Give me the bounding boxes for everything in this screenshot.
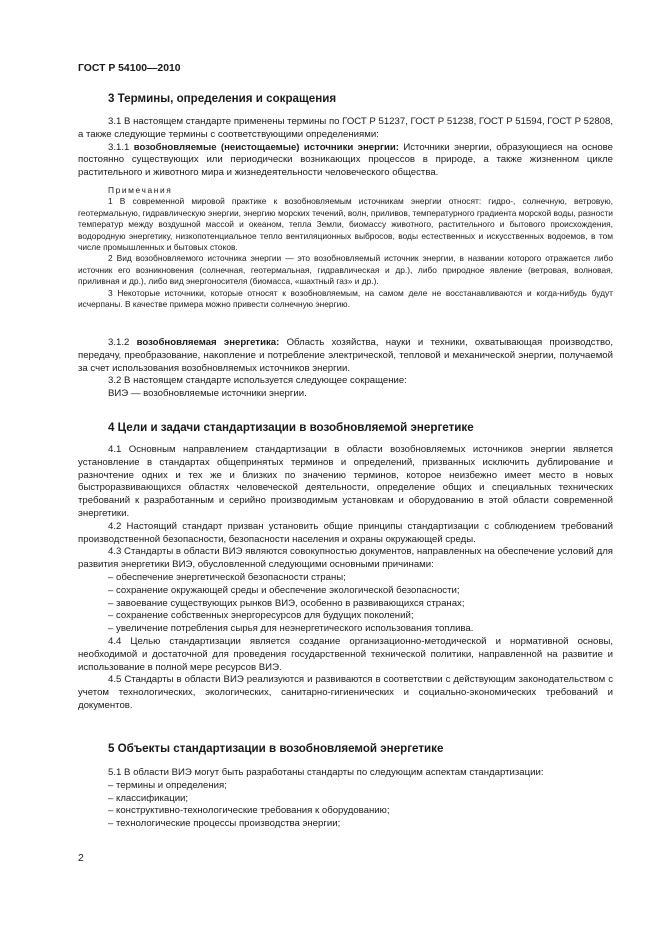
- section-4: [78, 421, 613, 435]
- page-number: 2: [78, 853, 84, 864]
- term: возобновляемые (неистощаемые) источники энергии:: [133, 141, 399, 153]
- paragraph-4-5: 4.5 Стандарты в области ВИЭ реализуются и развиваются в соответствии с действующим законодательством с учетом технологических, экологических, санитарно-гигиенических и социально-экономических требований и документов.: [78, 674, 613, 711]
- definition: Область хозяйства, науки и техники, охватывающая производство, передачу, преобразование, накопление и потребление электрической, тепловой и механической энергии, получаемой за счет использования возобновляемых источников энергии.: [78, 337, 613, 374]
- section-3-title: 3 Термины, определения и сокращения: [108, 92, 337, 105]
- clause-number: 3.1.2: [108, 337, 137, 348]
- section-3-body: [78, 116, 613, 180]
- paragraph-4-3: 4.3 Стандарты в области ВИЭ являются совокупностью документов, направленных на обеспечение условий для развития энергетики ВИЭ, обусловленной следующими основными причинами:: [78, 546, 613, 571]
- paragraph-4-4: 4.4 Целью стандартизации является создание организационно-методической и нормативной основы, необходимой и достаточной для проведения государственной технической политики, направленной на развитие и использование в полной мере ресурсов ВИЭ.: [78, 635, 613, 673]
- list-item: – технологические процессы производства энергии;: [78, 818, 613, 831]
- list-item: – увеличение потребления сырья для неэнергетического использования топлива.: [78, 623, 613, 636]
- clause-number: 3.1.1: [108, 141, 134, 153]
- section-4-body: [78, 444, 613, 713]
- paragraph-3-1-2: [78, 337, 613, 375]
- list-item: – конструктивно-технологические требования к оборудованию;: [78, 805, 613, 818]
- definition: Источники энергии, образующиеся на основе постоянно существующих или периодически возникающих процессов в природе, а также жизненном цикле растительного и животного мира и жизнедеятельности человеческого общества.: [78, 141, 613, 179]
- section-5-title: 5 Объекты стандартизации в возобновляемой энергетике: [108, 742, 444, 755]
- abbreviation-vie: ВИЭ — возобновляемые источники энергии.: [108, 388, 307, 400]
- list-item: – термины и определения;: [78, 780, 613, 793]
- list-item: – завоевание существующих рынков ВИЭ, особенно в развивающихся странах;: [78, 598, 613, 611]
- note-2: 2 Вид возобновляемого источника энергии — это возобновляемый источник энергии, в названии которого отражается либо источник его возникновения (солнечная, геотермальная, гидравлическая и др.), либо природное явление (ветровая, волновая, приливная и др.), либо вид энергоносителя (биомасса, «шахтный газ» и др.).: [78, 253, 613, 287]
- paragraph-3-1: 3.1 В настоящем стандарте применены термины по ГОСТ Р 51237, ГОСТ Р 51238, ГОСТ Р 51594, ГОСТ Р 52808, а также следующие термины с соответствующими определениями:: [78, 116, 613, 140]
- paragraph-4-1: 4.1 Основным направлением стандартизации в области возобновляемых источников энергии является установление в стандартах общепринятых терминов и определений, призванных исключить дублирование и разночтение одних и тех же и близких по значению терминов, которое неизбежно имеет место в новых быстроразвивающихся областях человеческой деятельности, определение общих и специальных технических требований к разработанным и серийно производимым установкам и оборудованию в этой области современной энергетики.: [78, 444, 613, 519]
- paragraph-3-1-1: [78, 142, 613, 180]
- paragraph-3-2: 3.2 В настоящем стандарте используется следующее сокращение:: [108, 375, 407, 387]
- term: возобновляемая энергетика:: [136, 337, 280, 348]
- note-3: 3 Некоторые источники, которые относят к возобновляемым, на самом деле не восстанавливаются и когда-нибудь будут исчерпаны. В качестве примера можно привести солнечную энергию.: [78, 287, 613, 310]
- section-3-body-2: [78, 337, 613, 401]
- notes-heading: Примечания: [108, 185, 173, 195]
- document-id-header: ГОСТ Р 54100—2010: [78, 63, 181, 74]
- list-item: – классификации;: [78, 793, 613, 806]
- section-5-body: [78, 767, 613, 831]
- paragraph-4-2: 4.2 Настоящий стандарт призван установить общие принципы стандартизации с соблюдением требований производственной безопасности, безопасности населения и охраны окружающей среды.: [78, 520, 613, 545]
- section-4-title: 4 Цели и задачи стандартизации в возобновляемой энергетике: [108, 421, 474, 434]
- list-item: – сохранение собственных энергоресурсов для будущих поколений;: [78, 610, 613, 623]
- list-item: – обеспечение энергетической безопасности страны;: [78, 572, 613, 585]
- section-3: [78, 92, 613, 106]
- note-1: 1 В современной мировой практике к возобновляемым источникам энергии относят: гидро-, солнечную, ветровую, геотермальную, гидравлическую энергии, энергию морских течений, волн, приливов, температурного градиента морской воды, разности температур между воздушной массой и океаном, тепла Земли, биомассу животного, растительного и бытового происхождения, водородную энергетику, низкопотенциальное тепло вентиляционных выбросов, воды естественных и искусственных водоемов, в том числе промышленных и бытовых стоков.: [78, 196, 613, 253]
- section-5: [78, 742, 613, 756]
- paragraph-5-1: 5.1 В области ВИЭ могут быть разработаны стандарты по следующим аспектам стандартизации:: [108, 767, 544, 778]
- notes-block: [78, 185, 613, 310]
- list-item: – сохранение окружающей среды и обеспечение экологической безопасности;: [78, 585, 613, 598]
